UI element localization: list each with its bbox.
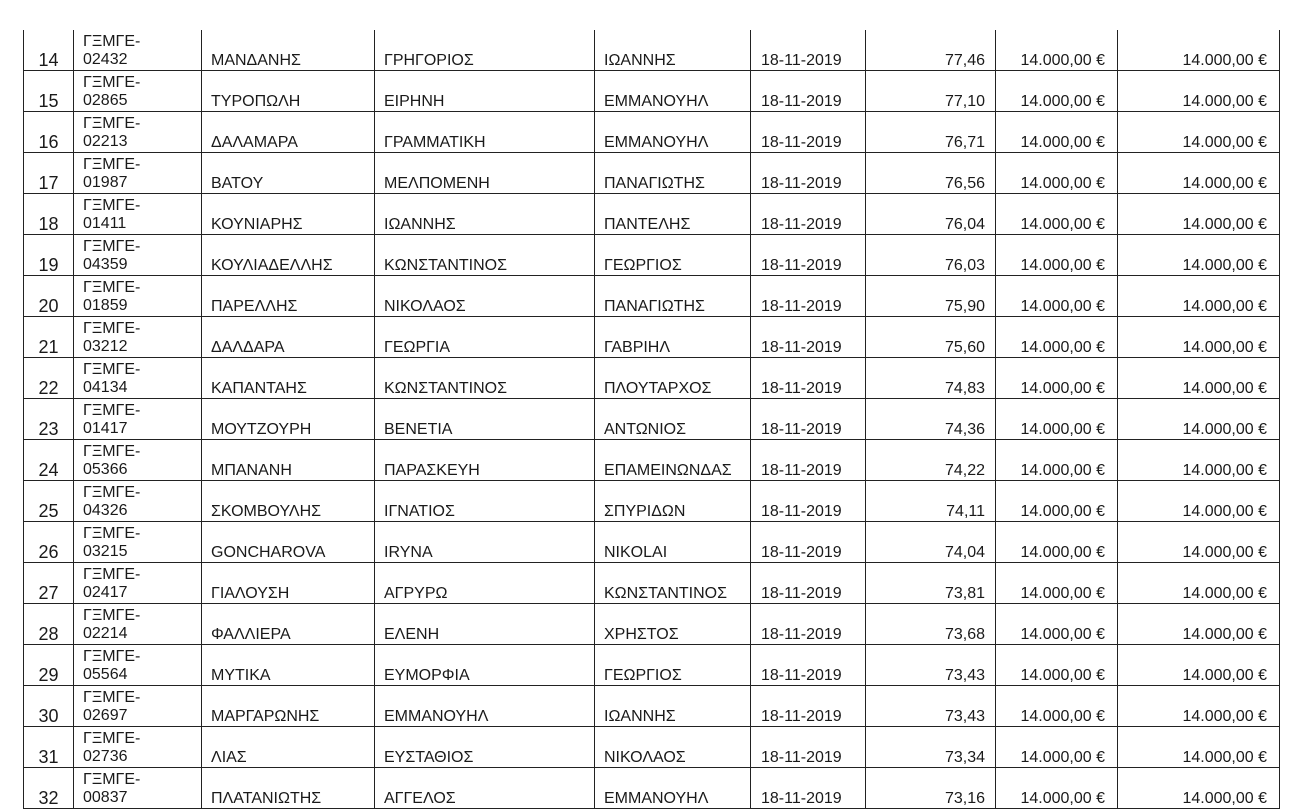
first-name-cell: ΓΡΑΜΜΑΤΙΚΗ (375, 112, 595, 153)
surname-cell: ΜΥΤΙΚΑ (202, 645, 375, 686)
date-cell: 18-11-2019 (751, 153, 866, 194)
application-code-number: 00837 (83, 789, 128, 806)
total-amount-cell: 14.000,00 € (1118, 112, 1280, 153)
first-name-cell: ΝΙΚΟΛΑΟΣ (375, 276, 595, 317)
application-code-number: 02213 (83, 133, 128, 150)
row-number-cell: 32 (24, 768, 74, 809)
row-number-cell: 15 (24, 71, 74, 112)
surname-cell: ΜΟΥΤΖΟΥΡΗ (202, 399, 375, 440)
total-amount-cell: 14.000,00 € (1118, 153, 1280, 194)
row-number-cell: 28 (24, 604, 74, 645)
application-code-cell (74, 686, 202, 727)
table-body (24, 30, 1280, 809)
application-code-cell (74, 563, 202, 604)
application-code-prefix: ΓΞΜΓΕ- (83, 566, 141, 583)
application-code-prefix: ΓΞΜΓΕ- (83, 402, 141, 419)
application-code-cell (74, 645, 202, 686)
row-number-cell: 14 (24, 30, 74, 71)
first-name-cell: ΠΑΡΑΣΚΕΥΗ (375, 440, 595, 481)
application-code-cell (74, 194, 202, 235)
father-name-cell: ΕΜΜΑΝΟΥΗΛ (595, 112, 751, 153)
application-code-number: 01417 (83, 420, 128, 437)
score-cell: 75,60 (866, 317, 996, 358)
father-name-cell: ΧΡΗΣΤΟΣ (595, 604, 751, 645)
amount-cell: 14.000,00 € (996, 317, 1118, 358)
date-cell: 18-11-2019 (751, 686, 866, 727)
application-code-prefix: ΓΞΜΓΕ- (83, 484, 141, 501)
father-name-cell: ΙΩΑΝΝΗΣ (595, 686, 751, 727)
row-number-cell: 18 (24, 194, 74, 235)
table-row (24, 563, 1280, 604)
application-code-prefix: ΓΞΜΓΕ- (83, 74, 141, 91)
application-code-prefix: ΓΞΜΓΕ- (83, 525, 141, 542)
application-code-prefix: ΓΞΜΓΕ- (83, 361, 141, 378)
surname-cell: ΛΙΑΣ (202, 727, 375, 768)
table-row (24, 522, 1280, 563)
father-name-cell: ΕΜΜΑΝΟΥΗΛ (595, 768, 751, 809)
total-amount-cell: 14.000,00 € (1118, 604, 1280, 645)
date-cell: 18-11-2019 (751, 399, 866, 440)
first-name-cell: ΓΕΩΡΓΙΑ (375, 317, 595, 358)
first-name-cell: ΕΛΕΝΗ (375, 604, 595, 645)
surname-cell: ΚΟΥΛΙΑΔΕΛΛΗΣ (202, 235, 375, 276)
application-code-prefix: ΓΞΜΓΕ- (83, 320, 141, 337)
surname-cell: ΒΑΤΟΥ (202, 153, 375, 194)
row-number-cell: 31 (24, 727, 74, 768)
total-amount-cell: 14.000,00 € (1118, 768, 1280, 809)
table-row (24, 153, 1280, 194)
score-cell: 76,71 (866, 112, 996, 153)
surname-cell: ΣΚΟΜΒΟΥΛΗΣ (202, 481, 375, 522)
first-name-cell: ΕΙΡΗΝΗ (375, 71, 595, 112)
score-cell: 73,43 (866, 645, 996, 686)
total-amount-cell: 14.000,00 € (1118, 317, 1280, 358)
amount-cell: 14.000,00 € (996, 358, 1118, 399)
date-cell: 18-11-2019 (751, 522, 866, 563)
table-row (24, 481, 1280, 522)
date-cell: 18-11-2019 (751, 30, 866, 71)
total-amount-cell: 14.000,00 € (1118, 30, 1280, 71)
amount-cell: 14.000,00 € (996, 276, 1118, 317)
table-row (24, 30, 1280, 71)
first-name-cell: ΜΕΛΠΟΜΕΝΗ (375, 153, 595, 194)
amount-cell: 14.000,00 € (996, 645, 1118, 686)
amount-cell: 14.000,00 € (996, 399, 1118, 440)
application-code-prefix: ΓΞΜΓΕ- (83, 156, 141, 173)
father-name-cell: ΓΑΒΡΙΗΛ (595, 317, 751, 358)
score-cell: 74,04 (866, 522, 996, 563)
application-code-cell (74, 30, 202, 71)
total-amount-cell: 14.000,00 € (1118, 686, 1280, 727)
row-number-cell: 20 (24, 276, 74, 317)
date-cell: 18-11-2019 (751, 727, 866, 768)
row-number-cell: 23 (24, 399, 74, 440)
application-code-prefix: ΓΞΜΓΕ- (83, 197, 141, 214)
total-amount-cell: 14.000,00 € (1118, 645, 1280, 686)
amount-cell: 14.000,00 € (996, 440, 1118, 481)
application-code-number: 02417 (83, 584, 128, 601)
application-code-cell (74, 727, 202, 768)
table-row (24, 194, 1280, 235)
date-cell: 18-11-2019 (751, 604, 866, 645)
table-row (24, 71, 1280, 112)
score-cell: 77,10 (866, 71, 996, 112)
score-cell: 76,56 (866, 153, 996, 194)
score-cell: 73,16 (866, 768, 996, 809)
row-number-cell: 29 (24, 645, 74, 686)
beneficiaries-table (23, 30, 1280, 809)
score-cell: 74,36 (866, 399, 996, 440)
table-row (24, 358, 1280, 399)
application-code-number: 01987 (83, 174, 128, 191)
father-name-cell: ΠΑΝΤΕΛΗΣ (595, 194, 751, 235)
score-cell: 74,83 (866, 358, 996, 399)
amount-cell: 14.000,00 € (996, 522, 1118, 563)
table-row (24, 317, 1280, 358)
row-number-cell: 21 (24, 317, 74, 358)
score-cell: 75,90 (866, 276, 996, 317)
first-name-cell: ΓΡΗΓΟΡΙΟΣ (375, 30, 595, 71)
total-amount-cell: 14.000,00 € (1118, 440, 1280, 481)
surname-cell: ΤΥΡΟΠΩΛΗ (202, 71, 375, 112)
date-cell: 18-11-2019 (751, 71, 866, 112)
application-code-cell (74, 440, 202, 481)
total-amount-cell: 14.000,00 € (1118, 276, 1280, 317)
total-amount-cell: 14.000,00 € (1118, 235, 1280, 276)
score-cell: 73,68 (866, 604, 996, 645)
application-code-prefix: ΓΞΜΓΕ- (83, 443, 141, 460)
table-row (24, 727, 1280, 768)
surname-cell: ΔΑΛΔΑΡΑ (202, 317, 375, 358)
application-code-number: 02697 (83, 707, 128, 724)
surname-cell: ΜΠΑΝΑΝΗ (202, 440, 375, 481)
score-cell: 73,43 (866, 686, 996, 727)
surname-cell: ΓΙΑΛΟΥΣΗ (202, 563, 375, 604)
date-cell: 18-11-2019 (751, 440, 866, 481)
application-code-cell (74, 317, 202, 358)
date-cell: 18-11-2019 (751, 317, 866, 358)
first-name-cell: IRYNA (375, 522, 595, 563)
row-number-cell: 27 (24, 563, 74, 604)
surname-cell: GONCHAROVA (202, 522, 375, 563)
date-cell: 18-11-2019 (751, 276, 866, 317)
application-code-prefix: ΓΞΜΓΕ- (83, 33, 141, 50)
application-code-number: 01411 (83, 215, 127, 232)
date-cell: 18-11-2019 (751, 563, 866, 604)
surname-cell: ΠΑΡΕΛΛΗΣ (202, 276, 375, 317)
application-code-number: 04326 (83, 502, 128, 519)
application-code-number: 05366 (83, 461, 128, 478)
amount-cell: 14.000,00 € (996, 194, 1118, 235)
application-code-number: 05564 (83, 666, 128, 683)
application-code-prefix: ΓΞΜΓΕ- (83, 689, 141, 706)
date-cell: 18-11-2019 (751, 112, 866, 153)
first-name-cell: ΑΓΡΥΡΩ (375, 563, 595, 604)
application-code-number: 02432 (83, 51, 128, 68)
first-name-cell: ΑΓΓΕΛΟΣ (375, 768, 595, 809)
father-name-cell: ΓΕΩΡΓΙΟΣ (595, 235, 751, 276)
total-amount-cell: 14.000,00 € (1118, 358, 1280, 399)
application-code-number: 01859 (83, 297, 128, 314)
father-name-cell: ΙΩΑΝΝΗΣ (595, 30, 751, 71)
score-cell: 76,04 (866, 194, 996, 235)
application-code-number: 04134 (83, 379, 128, 396)
application-code-cell (74, 768, 202, 809)
father-name-cell: ΠΑΝΑΓΙΩΤΗΣ (595, 276, 751, 317)
score-cell: 77,46 (866, 30, 996, 71)
application-code-cell (74, 276, 202, 317)
application-code-cell (74, 112, 202, 153)
amount-cell: 14.000,00 € (996, 112, 1118, 153)
application-code-number: 02736 (83, 748, 128, 765)
amount-cell: 14.000,00 € (996, 604, 1118, 645)
father-name-cell: ΠΑΝΑΓΙΩΤΗΣ (595, 153, 751, 194)
application-code-number: 03215 (83, 543, 128, 560)
table-row (24, 768, 1280, 809)
total-amount-cell: 14.000,00 € (1118, 727, 1280, 768)
father-name-cell: ΠΛΟΥΤΑΡΧΟΣ (595, 358, 751, 399)
row-number-cell: 26 (24, 522, 74, 563)
date-cell: 18-11-2019 (751, 768, 866, 809)
amount-cell: 14.000,00 € (996, 727, 1118, 768)
application-code-cell (74, 358, 202, 399)
application-code-cell (74, 235, 202, 276)
surname-cell: ΚΟΥΝΙΑΡΗΣ (202, 194, 375, 235)
date-cell: 18-11-2019 (751, 194, 866, 235)
table-row (24, 440, 1280, 481)
amount-cell: 14.000,00 € (996, 563, 1118, 604)
score-cell: 73,34 (866, 727, 996, 768)
date-cell: 18-11-2019 (751, 358, 866, 399)
father-name-cell: ΕΜΜΑΝΟΥΗΛ (595, 71, 751, 112)
application-code-prefix: ΓΞΜΓΕ- (83, 771, 141, 788)
father-name-cell: ΕΠΑΜΕΙΝΩΝΔΑΣ (595, 440, 751, 481)
table-row (24, 604, 1280, 645)
application-code-prefix: ΓΞΜΓΕ- (83, 238, 141, 255)
table-row (24, 645, 1280, 686)
first-name-cell: ΚΩΝΣΤΑΝΤΙΝΟΣ (375, 235, 595, 276)
surname-cell: ΠΛΑΤΑΝΙΩΤΗΣ (202, 768, 375, 809)
total-amount-cell: 14.000,00 € (1118, 481, 1280, 522)
total-amount-cell: 14.000,00 € (1118, 563, 1280, 604)
amount-cell: 14.000,00 € (996, 235, 1118, 276)
application-code-cell (74, 153, 202, 194)
application-code-number: 03212 (83, 338, 128, 355)
application-code-number: 02214 (83, 625, 128, 642)
date-cell: 18-11-2019 (751, 235, 866, 276)
surname-cell: ΔΑΛΑΜΑΡΑ (202, 112, 375, 153)
first-name-cell: ΕΜΜΑΝΟΥΗΛ (375, 686, 595, 727)
amount-cell: 14.000,00 € (996, 30, 1118, 71)
score-cell: 76,03 (866, 235, 996, 276)
application-code-cell (74, 399, 202, 440)
row-number-cell: 17 (24, 153, 74, 194)
surname-cell: ΜΑΡΓΑΡΩΝΗΣ (202, 686, 375, 727)
first-name-cell: ΕΥΜΟΡΦΙΑ (375, 645, 595, 686)
total-amount-cell: 14.000,00 € (1118, 399, 1280, 440)
total-amount-cell: 14.000,00 € (1118, 194, 1280, 235)
amount-cell: 14.000,00 € (996, 481, 1118, 522)
table-row (24, 276, 1280, 317)
application-code-prefix: ΓΞΜΓΕ- (83, 279, 141, 296)
total-amount-cell: 14.000,00 € (1118, 71, 1280, 112)
first-name-cell: ΙΩΑΝΝΗΣ (375, 194, 595, 235)
father-name-cell: ΣΠΥΡΙΔΩΝ (595, 481, 751, 522)
application-code-number: 02865 (83, 92, 128, 109)
table-row (24, 235, 1280, 276)
amount-cell: 14.000,00 € (996, 71, 1118, 112)
father-name-cell: ΑΝΤΩΝΙΟΣ (595, 399, 751, 440)
row-number-cell: 22 (24, 358, 74, 399)
surname-cell: ΜΑΝΔΑΝΗΣ (202, 30, 375, 71)
application-code-number: 04359 (83, 256, 128, 273)
application-code-cell (74, 522, 202, 563)
row-number-cell: 19 (24, 235, 74, 276)
father-name-cell: ΓΕΩΡΓΙΟΣ (595, 645, 751, 686)
row-number-cell: 16 (24, 112, 74, 153)
score-cell: 73,81 (866, 563, 996, 604)
date-cell: 18-11-2019 (751, 481, 866, 522)
first-name-cell: ΒΕΝΕΤΙΑ (375, 399, 595, 440)
first-name-cell: ΚΩΝΣΤΑΝΤΙΝΟΣ (375, 358, 595, 399)
table-row (24, 399, 1280, 440)
father-name-cell: ΚΩΝΣΤΑΝΤΙΝΟΣ (595, 563, 751, 604)
application-code-cell (74, 604, 202, 645)
date-cell: 18-11-2019 (751, 645, 866, 686)
row-number-cell: 30 (24, 686, 74, 727)
application-code-cell (74, 71, 202, 112)
row-number-cell: 24 (24, 440, 74, 481)
first-name-cell: ΕΥΣΤΑΘΙΟΣ (375, 727, 595, 768)
total-amount-cell: 14.000,00 € (1118, 522, 1280, 563)
score-cell: 74,22 (866, 440, 996, 481)
first-name-cell: ΙΓΝΑΤΙΟΣ (375, 481, 595, 522)
score-cell: 74,11 (866, 481, 996, 522)
application-code-prefix: ΓΞΜΓΕ- (83, 115, 141, 132)
row-number-cell: 25 (24, 481, 74, 522)
surname-cell: ΦΑΛΛΙΕΡΑ (202, 604, 375, 645)
surname-cell: ΚΑΠΑΝΤΑΗΣ (202, 358, 375, 399)
father-name-cell: NIKOLAI (595, 522, 751, 563)
table-row (24, 686, 1280, 727)
application-code-cell (74, 481, 202, 522)
application-code-prefix: ΓΞΜΓΕ- (83, 730, 141, 747)
amount-cell: 14.000,00 € (996, 686, 1118, 727)
application-code-prefix: ΓΞΜΓΕ- (83, 648, 141, 665)
application-code-prefix: ΓΞΜΓΕ- (83, 607, 141, 624)
amount-cell: 14.000,00 € (996, 153, 1118, 194)
father-name-cell: ΝΙΚΟΛΑΟΣ (595, 727, 751, 768)
table-row (24, 112, 1280, 153)
amount-cell: 14.000,00 € (996, 768, 1118, 809)
